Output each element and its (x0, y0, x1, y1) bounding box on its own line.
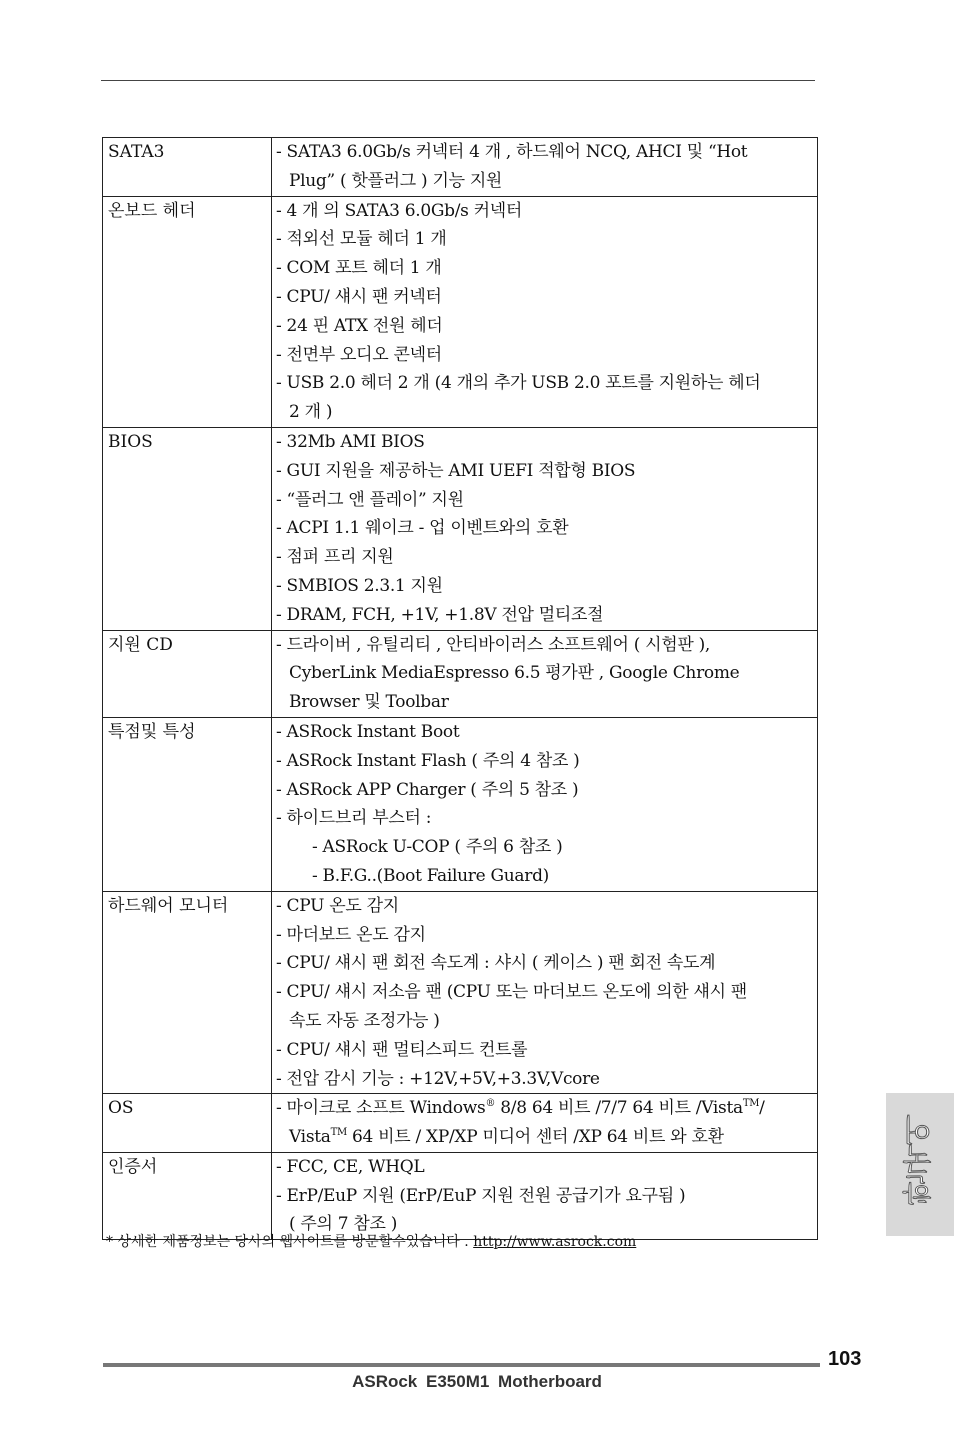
spec-line: - COM 포트 헤더 1 개 (276, 258, 442, 279)
language-tab-label: 한국어 (903, 1115, 938, 1205)
footnote-text: * 상세한 제품정보는 당사의 웹사이트를 방문할수있습니다 . (106, 1234, 474, 1250)
spec-key-cell (103, 138, 272, 197)
spec-line: - 적외선 모듈 헤더 1 개 (276, 229, 447, 250)
spec-table-body (103, 138, 818, 1240)
bottom-rule (103, 1363, 820, 1367)
spec-key: 온보드 헤더 (108, 200, 196, 221)
spec-row (103, 630, 818, 717)
spec-key-cell (103, 717, 272, 891)
spec-line: - ASRock U-COP ( 주의 6 참조 ) (312, 837, 563, 858)
spec-line: CyberLink MediaEspresso 6.5 평가판 , Google Chrome (289, 663, 740, 684)
spec-value-cell (272, 196, 818, 427)
os-text-c: / (759, 1098, 765, 1119)
spec-value-cell (272, 630, 818, 717)
spec-row (103, 717, 818, 891)
spec-key: BIOS (108, 431, 153, 452)
spec-line: - GUI 지원을 제공하는 AMI UEFI 적합형 BIOS (276, 460, 636, 481)
spec-value-cell (272, 427, 818, 630)
spec-row (103, 196, 818, 427)
os-text-b: 8/8 64 비트 /7/7 64 비트 /Vista (495, 1098, 743, 1119)
spec-line (276, 1094, 817, 1123)
spec-line: - CPU/ 섀시 팬 커넥터 (276, 286, 442, 307)
spec-line: - CPU 온도 감지 (276, 895, 399, 916)
spec-line: ( 주의 7 참조 ) (289, 1214, 398, 1235)
spec-line: - 24 핀 ATX 전원 헤더 (276, 315, 443, 336)
spec-line: 2 개 ) (289, 402, 333, 423)
registered-mark: ® (485, 1098, 496, 1110)
trademark-mark: TM (742, 1098, 760, 1110)
spec-line: Browser 및 Toolbar (289, 692, 449, 713)
spec-table (102, 137, 818, 1240)
spec-key-cell (103, 1152, 272, 1239)
spec-line: - ACPI 1.1 웨이크 - 업 이벤트와의 호환 (276, 518, 569, 539)
website-link[interactable]: http://www.asrock.com (473, 1234, 637, 1250)
spec-line (276, 1123, 817, 1152)
footer-title: ASRock E350M1 Motherboard (352, 1372, 602, 1391)
spec-key: 하드웨어 모니터 (108, 895, 229, 916)
spec-row (103, 138, 818, 197)
spec-key-cell (103, 630, 272, 717)
spec-line: - 32Mb AMI BIOS (276, 431, 425, 452)
spec-line: - 전압 감시 기능 : +12V,+5V,+3.3V,Vcore (276, 1068, 600, 1089)
spec-row (103, 427, 818, 630)
spec-line: - CPU/ 섀시 팬 멀티스피드 컨트롤 (276, 1039, 528, 1060)
spec-value-cell (272, 1094, 818, 1153)
os-text-a: - 마이크로 소프트 Windows (276, 1098, 486, 1119)
spec-key-cell (103, 891, 272, 1094)
spec-key-cell (103, 1094, 272, 1153)
top-rule (101, 80, 815, 81)
spec-line: - FCC, CE, WHQL (276, 1156, 425, 1177)
spec-row (103, 1152, 818, 1239)
spec-line: - B.F.G..(Boot Failure Guard) (312, 865, 550, 886)
spec-row (103, 1094, 818, 1153)
os-text-e: 64 비트 / XP/XP 미디어 센터 /XP 64 비트 와 호환 (346, 1127, 724, 1148)
spec-line: Plug” ( 핫플러그 ) 기능 지원 (289, 170, 503, 191)
spec-line: - “플러그 앤 플레이” 지원 (276, 489, 464, 510)
spec-line: - SMBIOS 2.3.1 지원 (276, 575, 443, 596)
spec-line: - 하이드브리 부스터 : (276, 808, 432, 829)
spec-line: - 4 개 의 SATA3 6.0Gb/s 커넥터 (276, 200, 523, 221)
trademark-mark: TM (330, 1127, 347, 1139)
spec-key: 지원 CD (108, 634, 173, 655)
spec-line: - CPU/ 섀시 팬 회전 속도계 : 샤시 ( 케이스 ) 팬 회전 속도계 (276, 953, 716, 974)
spec-key-cell (103, 427, 272, 630)
spec-line: - ASRock Instant Boot (276, 721, 460, 742)
spec-line: - ASRock APP Charger ( 주의 5 참조 ) (276, 779, 579, 800)
os-text-d: Vista (289, 1127, 331, 1148)
spec-key: OS (108, 1098, 134, 1119)
spec-key: 인증서 (108, 1156, 158, 1177)
spec-key: SATA3 (108, 142, 165, 162)
spec-line: - USB 2.0 헤더 2 개 (4 개의 추가 USB 2.0 포트를 지원하는 헤더 (276, 373, 761, 394)
language-tab (886, 1093, 954, 1236)
spec-line: - ErP/EuP 지원 (ErP/EuP 지원 전원 공급기가 요구됨 ) (276, 1185, 686, 1206)
spec-line: - SATA3 6.0Gb/s 커넥터 4 개 , 하드웨어 NCQ, AHCI 및 “Hot (276, 142, 748, 162)
spec-line: - 전면부 오디오 콘넥터 (276, 344, 442, 365)
spec-line: - CPU/ 섀시 저소음 팬 (CPU 또는 마더보드 온도에 의한 섀시 팬 (276, 982, 747, 1003)
footnote (106, 1231, 636, 1251)
spec-line: 속도 자동 조정가능 ) (289, 1010, 440, 1031)
page-number: 103 (828, 1348, 862, 1370)
spec-line: - 점퍼 프리 지원 (276, 547, 394, 568)
spec-key: 특점및 특성 (108, 721, 196, 742)
spec-line: - 드라이버 , 유틸리티 , 안티바이러스 소프트웨어 ( 시험판 ), (276, 634, 711, 655)
spec-key-cell (103, 196, 272, 427)
spec-line: - 마더보드 온도 감지 (276, 924, 426, 945)
spec-line: - ASRock Instant Flash ( 주의 4 참조 ) (276, 750, 580, 771)
spec-line: - DRAM, FCH, +1V, +1.8V 전압 멀티조절 (276, 604, 604, 625)
spec-value-cell (272, 138, 818, 197)
spec-value-cell (272, 891, 818, 1094)
spec-row (103, 891, 818, 1094)
spec-value-cell (272, 717, 818, 891)
spec-value-cell (272, 1152, 818, 1239)
